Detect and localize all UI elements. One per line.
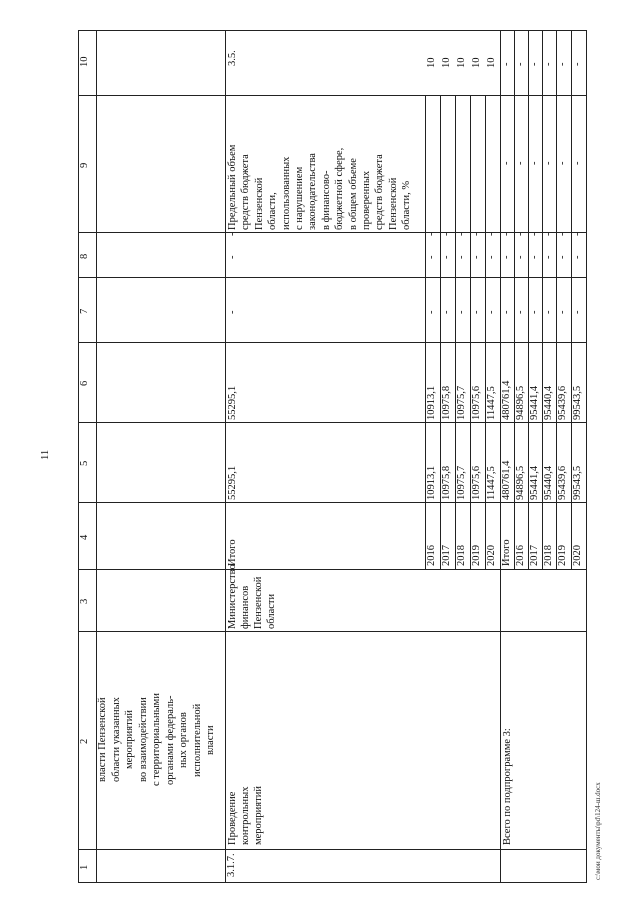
dash: - bbox=[456, 255, 467, 259]
dash: - bbox=[501, 255, 512, 259]
column-separator bbox=[78, 95, 586, 96]
continued-text-line: исполнительной bbox=[191, 703, 203, 777]
measure-name-line: Проведение bbox=[227, 791, 238, 845]
column-separator bbox=[78, 631, 586, 632]
column-number-4: 4 bbox=[79, 534, 90, 540]
year-cell: 2018 bbox=[456, 545, 467, 566]
dash: - bbox=[557, 62, 568, 66]
dash: - bbox=[441, 310, 452, 314]
subtotal-budget: 94896,5 bbox=[515, 385, 526, 420]
subtotal-budget: 99543,5 bbox=[572, 385, 583, 420]
column-number-10: 10 bbox=[79, 56, 90, 67]
table-border-right bbox=[586, 30, 587, 883]
column-number-7: 7 bbox=[79, 308, 90, 314]
column-separator bbox=[78, 569, 586, 570]
subtotal-amount: 480761,4 bbox=[501, 460, 512, 500]
budget-cell: 10913,1 bbox=[426, 385, 437, 420]
dash: - bbox=[471, 310, 482, 314]
column-separator bbox=[78, 342, 586, 343]
indicator-line: средств бюджета bbox=[240, 154, 252, 230]
budget-cell: 11447,5 bbox=[486, 386, 497, 420]
dash: - bbox=[572, 255, 583, 259]
executor-line: Министерство bbox=[227, 564, 238, 629]
amount-cell: 11447,5 bbox=[486, 466, 497, 500]
measure-name-line: мероприятий bbox=[253, 786, 264, 845]
continued-text-line: власти Пензенской bbox=[97, 697, 108, 783]
subtotal-amount: 99543,5 bbox=[572, 465, 583, 500]
column-number-3: 3 bbox=[79, 598, 90, 604]
dash: - bbox=[515, 310, 526, 314]
indicator-value: 10 bbox=[471, 57, 482, 68]
footer-file-path: c:\мои документы\pd\124-ш.docx bbox=[594, 782, 602, 880]
dash: - bbox=[227, 255, 238, 259]
dash: - bbox=[441, 232, 452, 236]
dash: - bbox=[441, 255, 452, 259]
dash: - bbox=[501, 232, 512, 236]
dash: - bbox=[486, 310, 497, 314]
continued-text-line: ных органов bbox=[178, 712, 189, 768]
dash: - bbox=[557, 232, 568, 236]
dash: - bbox=[529, 62, 540, 66]
dash: - bbox=[486, 232, 497, 236]
indicator-value: 10 bbox=[456, 57, 467, 68]
dash: - bbox=[426, 232, 437, 236]
continued-text-line: с территориальными bbox=[151, 693, 162, 787]
subtotal-amount: 95441,4 bbox=[529, 465, 540, 500]
subtotal-amount: 95440,4 bbox=[543, 465, 554, 500]
indicator-line: области, bbox=[267, 192, 279, 230]
row-separator bbox=[500, 30, 501, 882]
column-number-5: 5 bbox=[79, 460, 90, 466]
indicator-line: использованных bbox=[280, 156, 292, 230]
indicator-value: 10 bbox=[441, 57, 452, 68]
year-cell: 2016 bbox=[426, 545, 437, 566]
column-number-2: 2 bbox=[79, 738, 90, 744]
subtotal-label: Всего по подпрограмме 3: bbox=[502, 728, 513, 845]
year-cell: 2017 bbox=[441, 545, 452, 566]
dash: - bbox=[529, 255, 540, 259]
row-separator bbox=[225, 30, 226, 882]
page-number: 11 bbox=[40, 449, 51, 460]
dash: - bbox=[543, 255, 554, 259]
dash: - bbox=[557, 310, 568, 314]
dash: - bbox=[515, 161, 526, 165]
indicator-line: в финансово- bbox=[320, 170, 332, 230]
continued-text-line: власти bbox=[205, 725, 216, 755]
column-number-9: 9 bbox=[79, 162, 90, 168]
dash: - bbox=[543, 232, 554, 236]
budget-cell: 10975,8 bbox=[441, 385, 452, 420]
row-number: 3.1.7. bbox=[226, 853, 237, 877]
indicator-value: 10 bbox=[426, 57, 437, 68]
subtotal-year: 2019 bbox=[557, 545, 568, 566]
continued-text-line: органами федераль- bbox=[164, 695, 176, 785]
indicator-line: области, % bbox=[401, 180, 413, 230]
subtotal-budget: 95439,6 bbox=[557, 385, 568, 420]
dash: - bbox=[515, 62, 526, 66]
subtotal-year: 2016 bbox=[515, 545, 526, 566]
dash: - bbox=[456, 232, 467, 236]
column-separator bbox=[78, 277, 586, 278]
indicator-line: с нарушением bbox=[294, 166, 305, 230]
executor-line: финансов bbox=[240, 585, 251, 629]
table-border-bottom bbox=[78, 882, 586, 883]
amount-cell: 10975,6 bbox=[471, 465, 482, 500]
dash: - bbox=[426, 310, 437, 314]
total-budget: 55295,1 bbox=[227, 385, 238, 420]
column-number-6: 6 bbox=[79, 380, 90, 386]
continued-text-line: мероприятий bbox=[124, 710, 135, 770]
dash: - bbox=[529, 232, 540, 236]
subtotal-year: Итого bbox=[501, 539, 512, 566]
budget-cell: 10975,6 bbox=[471, 385, 482, 420]
executor-line: области bbox=[266, 593, 277, 629]
dash: - bbox=[426, 255, 437, 259]
column-separator bbox=[78, 422, 586, 423]
budget-cell: 10975,7 bbox=[456, 385, 467, 420]
subtotal-budget: 480761,4 bbox=[501, 380, 512, 420]
indicator-line: проверенных bbox=[361, 170, 372, 230]
dash: - bbox=[572, 62, 583, 66]
dash: - bbox=[529, 161, 540, 165]
dash: - bbox=[572, 161, 583, 165]
year-cell: 2019 bbox=[471, 545, 482, 566]
indicator-line: бюджетной сфере, bbox=[334, 147, 346, 230]
column-number-8: 8 bbox=[79, 253, 90, 259]
indicator-line: Предельный объем bbox=[227, 144, 238, 230]
indicator-line: Пензенской bbox=[387, 177, 399, 230]
dash: - bbox=[486, 255, 497, 259]
dash: - bbox=[456, 310, 467, 314]
dash: - bbox=[557, 255, 568, 259]
total-label: Итого bbox=[227, 539, 238, 566]
dash: - bbox=[471, 232, 482, 236]
dash: - bbox=[501, 310, 512, 314]
dash: - bbox=[557, 161, 568, 165]
column-number-1: 1 bbox=[79, 864, 90, 870]
subtotal-budget: 95441,4 bbox=[529, 385, 540, 420]
dash: - bbox=[515, 255, 526, 259]
dash: - bbox=[543, 62, 554, 66]
table-border-top bbox=[78, 30, 586, 31]
indicator-line: законодательства bbox=[307, 153, 319, 230]
continued-text-line: во взаимодействии bbox=[137, 697, 149, 783]
dash: - bbox=[227, 232, 238, 236]
continued-text-line: области указанных bbox=[110, 697, 122, 783]
dash: - bbox=[227, 310, 238, 314]
year-cell: 2020 bbox=[486, 545, 497, 566]
dash: - bbox=[471, 255, 482, 259]
indicator-link: 3.5. bbox=[227, 50, 238, 66]
dash: - bbox=[572, 232, 583, 236]
indicator-line: средств бюджета bbox=[374, 154, 386, 230]
subtotal-amount: 94896,5 bbox=[515, 465, 526, 500]
indicator-line: в общем объеме bbox=[347, 158, 359, 230]
table-border-left bbox=[78, 30, 79, 882]
dash: - bbox=[572, 310, 583, 314]
subtotal-year: 2018 bbox=[543, 545, 554, 566]
subtotal-amount: 95439,6 bbox=[557, 465, 568, 500]
dash: - bbox=[501, 62, 512, 66]
indicator-value: 10 bbox=[486, 57, 497, 68]
executor-line: Пензенской bbox=[253, 576, 264, 629]
dash: - bbox=[543, 161, 554, 165]
subtotal-budget: 95440,4 bbox=[543, 385, 554, 420]
indicator-line: Пензенской bbox=[253, 177, 265, 230]
dash: - bbox=[529, 310, 540, 314]
amount-cell: 10975,8 bbox=[441, 465, 452, 500]
column-separator bbox=[78, 849, 586, 850]
dash: - bbox=[543, 310, 554, 314]
subtotal-year: 2017 bbox=[529, 545, 540, 566]
total-amount: 55295,1 bbox=[227, 465, 238, 500]
amount-cell: 10913,1 bbox=[426, 465, 437, 500]
amount-cell: 10975,7 bbox=[456, 465, 467, 500]
measure-name-line: контрольных bbox=[240, 786, 251, 845]
subtotal-year: 2020 bbox=[572, 545, 583, 566]
dash: - bbox=[501, 161, 512, 165]
column-separator bbox=[78, 502, 586, 503]
dash: - bbox=[515, 232, 526, 236]
